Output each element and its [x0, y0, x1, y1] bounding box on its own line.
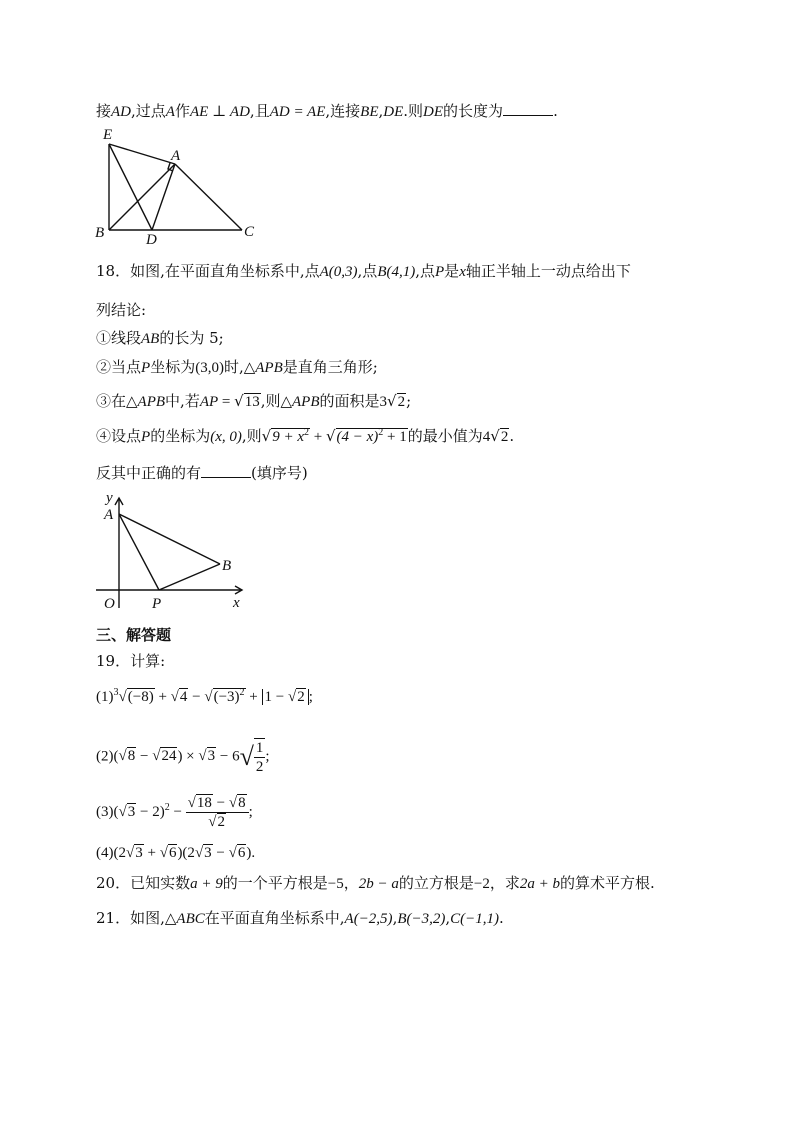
operator: ) × [177, 748, 199, 765]
q20-math: a + 9 [190, 876, 223, 892]
sqrt: √24 [152, 748, 177, 765]
q17-text-seg: 的长度为 [443, 102, 504, 120]
sqrt: √3 [118, 803, 136, 820]
root-index: 3 [113, 687, 119, 698]
q18-text-seg: ②当点 [96, 358, 142, 376]
sqrt: √18 [187, 795, 212, 811]
radicand: 6 [168, 845, 177, 861]
q20-text-seg: 的一个平方根是 [222, 874, 328, 892]
sqrt: √2 [208, 814, 225, 830]
q18-text-seg: ④设点 [96, 427, 142, 445]
q20-math: −2 [473, 876, 490, 892]
q17-text-seg: ,过点 [131, 102, 166, 120]
q21-math: A(−2,5) [344, 911, 393, 927]
fraction [186, 794, 249, 831]
q18-text-seg: 反其中正确的有 [96, 464, 202, 482]
part-label: (3) [96, 803, 114, 820]
part-label: (2) [96, 748, 114, 765]
q21-text-seg: 在平面直角坐标系中, [204, 909, 345, 927]
q17-text-seg: . [553, 102, 558, 120]
q18-text-seg: ①线段 [96, 329, 142, 347]
q21-text-seg: 21．如图,△ [96, 909, 177, 927]
q20-text [96, 872, 655, 895]
q18-text-seg: 是 [444, 262, 460, 280]
q17-math: DE [383, 104, 404, 120]
cube-root: $^3$√(−8) [113, 687, 154, 705]
sqrt: $√(4 - x)^2 + 1$ [325, 427, 407, 445]
sqrt: √2 [287, 689, 305, 705]
q17-figure [92, 124, 262, 246]
label-C: C [244, 224, 255, 240]
sqrt: √3 [194, 845, 212, 861]
sqrt: $√9 + x^2$ [261, 427, 309, 445]
q17-math: BE [360, 104, 379, 120]
radicand: 6 [237, 845, 246, 861]
q18-conclusion-2 [96, 356, 378, 379]
label-A: A [171, 148, 181, 164]
part-label: (1) [96, 689, 114, 705]
sqrt: √2 [490, 427, 509, 445]
fraction-denominator: 2 [255, 759, 264, 775]
q18-math: = [218, 394, 235, 410]
q18-math: A(0,3) [319, 264, 358, 280]
operator: − [136, 748, 153, 765]
radicand: (−3) [213, 689, 240, 705]
part-label: (4) [96, 845, 114, 861]
radicand: 4 [179, 689, 188, 705]
sqrt: √3 [198, 748, 216, 765]
q21-math: B(−3,2) [397, 911, 446, 927]
q18-math: APB [255, 360, 283, 376]
label-O: O [104, 596, 115, 612]
q18-text-seg: 坐标为 [150, 358, 196, 376]
q18-text-seg: 是直角三角形; [282, 358, 378, 376]
label-B: B [222, 558, 232, 574]
sqrt: √6 [228, 845, 246, 861]
q18-text-seg: . [509, 427, 515, 445]
radicand: 2 [397, 394, 406, 410]
segment-AC [175, 164, 242, 230]
q18-text-seg: (填序号) [251, 464, 308, 482]
operator: + [143, 845, 160, 861]
radicand: 13 [244, 394, 260, 410]
expr: )(2 [177, 845, 195, 861]
q18-line2: 列结论: [96, 301, 147, 319]
q18-math: (3,0) [195, 360, 224, 376]
q18-math: APB [292, 394, 320, 410]
q20-text-seg: 的算术平方根. [559, 874, 655, 892]
q17-math: AD [111, 104, 132, 120]
q18-text-seg: 18．如图,在平面直角坐标系中,点 [96, 262, 320, 280]
q18-text-seg: ③在△ [96, 392, 138, 410]
sqrt: √ $\frac{1}{2}$ [239, 740, 264, 775]
label-y: y [106, 490, 113, 506]
sqrt: √2 [387, 392, 406, 410]
q18-tail [96, 462, 308, 484]
q19-title: 19．计算: [96, 652, 166, 670]
q17-text [96, 100, 558, 123]
q21-math: ABC [176, 911, 205, 927]
radicand: 2 [500, 429, 509, 445]
radicand: 9 + x [272, 429, 304, 445]
q18-text-seg: 时,△ [223, 358, 256, 376]
segment-BA [109, 164, 175, 230]
q18-math: + [309, 429, 326, 445]
operator: − [212, 845, 229, 861]
q18-text-seg: 的最小值为 [407, 427, 483, 445]
sqrt: √8 [228, 795, 246, 811]
q18-text-seg: ,点 [415, 262, 435, 280]
radicand: (4 − x) [336, 429, 379, 445]
q18-text-seg: ,则△ [260, 392, 292, 410]
q20-math: −5 [327, 876, 344, 892]
label-E: E [103, 127, 113, 143]
q21-text-seg: , [392, 909, 398, 927]
q21-math: C(−1,1) [450, 911, 500, 927]
radicand: 8 [238, 795, 246, 811]
q21-text-seg: , [445, 909, 451, 927]
q21-text [96, 907, 504, 930]
sqrt: √3 [126, 845, 143, 861]
q18-conclusion-4 [96, 425, 514, 448]
q17-text-seg: .则 [403, 102, 424, 120]
label-P: P [152, 596, 162, 612]
radicand: 3 [204, 845, 212, 861]
q17-text-seg: 作 [174, 102, 190, 120]
sqrt: √13 [234, 392, 260, 410]
q21-text-seg: . [499, 909, 504, 927]
label-x: x [233, 595, 240, 611]
q18-math: 3 [379, 394, 388, 410]
q18-figure [92, 488, 252, 614]
expr: (2 [113, 845, 126, 861]
q20-text-seg: ，求 [489, 874, 520, 892]
fraction-numerator: 1 [255, 740, 264, 756]
q17-perp-symbol: ⊥ [208, 104, 230, 120]
punct: ; [265, 748, 270, 765]
q18-math: P [141, 429, 151, 445]
q20-text-seg: 20．已知实数 [96, 874, 191, 892]
sqrt: √8 [118, 748, 136, 765]
q19-part-1 [96, 686, 313, 708]
q18-text-seg: ,则 [241, 427, 262, 445]
q18-math: 4 [482, 429, 491, 445]
label-D: D [146, 232, 157, 246]
q19-part-3: $(3)(√3 - 2)^2$ − $\frac{√18 - √8}{√2}$ ; [96, 795, 253, 830]
q18-math: (x, 0) [210, 429, 242, 445]
q17-math: AE [189, 104, 209, 120]
section-heading: 三、解答题 [96, 626, 172, 644]
paren: ( [113, 748, 119, 765]
operator: − [212, 795, 229, 811]
q18-math: AB [141, 331, 160, 347]
sqrt: √4 [170, 689, 188, 705]
q18-text-seg: 的面积是 [319, 392, 380, 410]
q18-text-seg: 的坐标为 [150, 427, 211, 445]
answer-blank[interactable] [503, 101, 553, 116]
q17-text-seg: 接 [96, 102, 112, 120]
label-A: A [104, 507, 114, 523]
segment-PB [159, 564, 220, 590]
punct: ; [308, 689, 313, 705]
radicand: + 1 [383, 429, 407, 445]
radicand: 2 [297, 689, 305, 705]
operator: + [154, 689, 171, 705]
q19-part-2 [96, 738, 270, 776]
paren: ( [113, 803, 119, 820]
q20-math: 2a + b [519, 876, 560, 892]
q18-math: x [459, 264, 466, 280]
q19-part-4 [96, 842, 255, 864]
q17-text-seg: ,连接 [325, 102, 361, 120]
q18-math: B(4,1) [377, 264, 416, 280]
segment-AD [152, 164, 175, 230]
q17-math: A [165, 104, 175, 120]
radicand: 18 [196, 795, 212, 811]
q18-math: APB [137, 394, 166, 410]
expr: − 2) [136, 803, 165, 820]
radicand: 8 [127, 748, 136, 765]
segment-AP [119, 514, 159, 590]
q20-math: 2b − a [358, 876, 399, 892]
q17-math: AD = AE [269, 104, 326, 120]
q20-text-seg: 的立方根是 [398, 874, 474, 892]
abs-content: 1 − [264, 689, 288, 705]
sqrt: √6 [159, 845, 177, 861]
radicand: 2 [217, 814, 225, 830]
sqrt: $√(-3)^2$ [204, 687, 245, 705]
radicand: 24 [161, 748, 177, 765]
q18-math: AP [199, 394, 219, 410]
segment-AB [119, 514, 220, 564]
q18-text-seg: ; [406, 392, 412, 410]
radicand: 3 [135, 845, 143, 861]
q17-text-seg: , [378, 102, 384, 120]
q17-math: DE [423, 104, 444, 120]
punct: ; [248, 803, 253, 820]
radicand: 3 [127, 803, 136, 820]
q18-text-seg: 的长为 5; [159, 329, 224, 347]
operator: − [188, 689, 205, 705]
punct: ). [246, 845, 256, 861]
absolute-value [262, 689, 309, 705]
q18-line1 [96, 260, 631, 283]
q18-conclusion-3 [96, 390, 411, 413]
q17-math: AD [229, 104, 250, 120]
operator: − 6 [216, 748, 240, 765]
label-B: B [95, 225, 105, 241]
operator: + [245, 689, 262, 705]
radicand: 3 [207, 748, 216, 765]
answer-blank[interactable] [201, 463, 251, 478]
q18-text-seg: 轴正半轴上一动点给出下 [465, 262, 631, 280]
q18-math: P [435, 264, 445, 280]
radicand: (−8) [127, 689, 154, 705]
q18-text-seg: 中,若 [165, 392, 200, 410]
q18-math: P [141, 360, 151, 376]
q17-text-seg: ,且 [249, 102, 270, 120]
q20-text-seg: ， [343, 874, 359, 892]
segment-EA [109, 144, 175, 164]
operator: − [169, 803, 186, 820]
segment-ED [109, 144, 152, 230]
q18-conclusion-1 [96, 327, 224, 350]
q18-text-seg: ,点 [357, 262, 378, 280]
